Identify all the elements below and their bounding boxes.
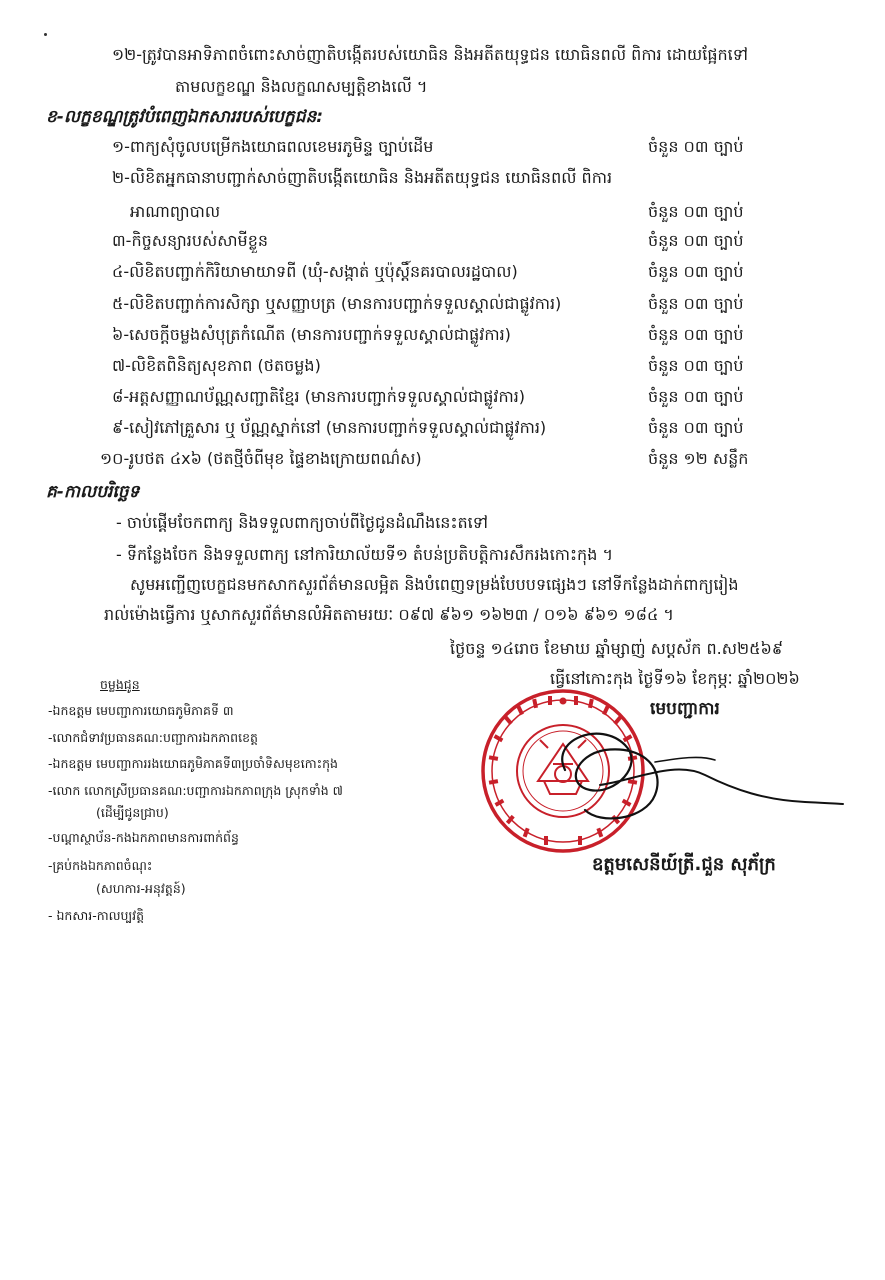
- distribution-heading: ចម្លងជូន: [100, 677, 140, 692]
- contact-paragraph-2: រាល់ម៉ោងធ្វើការ ឬសាកសួរព័ត៌មានលំអិតតាមរយៈ ០៩៧ ៩៦១ ១៦២៣ / ០១៦ ៩៦១ ១៨៤ ។: [104, 605, 674, 624]
- contact-paragraph-1: សូមអញ្ជើញបេក្ខជនមកសាកសួរព័ត៌មានលម្អិត និងបំពេញទម្រង់បែបបទផ្សេងៗ នៅទីកន្លែងដាក់ពាក្យរៀង: [130, 575, 739, 594]
- doc-item-qty: ចំនួន ០៣ ច្បាប់: [648, 262, 744, 281]
- doc-item-qty: ចំនួន ០៣ ច្បាប់: [648, 325, 744, 344]
- doc-item-qty: ចំនួន ០៣ ច្បាប់: [648, 231, 744, 250]
- doc-item-qty: ចំនួន ០៣ ច្បាប់: [648, 356, 744, 375]
- distribution-item: -ឯកឧត្តម មេបញ្ជាការយោធភូមិភាគទី ៣: [48, 703, 234, 718]
- solar-date: ធ្វើនៅកោះកុង ថ្ងៃទី១៦ ខែកុម្ភៈ ឆ្នាំ២០២៦: [550, 669, 800, 688]
- doc-item-qty: ចំនួន ០៣ ច្បាប់: [648, 137, 744, 156]
- doc-item-text: ៤-លិខិតបញ្ជាក់កិរិយាមាយាទពី (ឃុំ-សង្កាត់ ឬប៉ុស្តិ៍នគរបាលរដ្ឋបាល): [112, 262, 518, 281]
- intro-line-1: ១២-ត្រូវបានអាទិភាពចំពោះសាច់ញាតិបង្កើតរបស់យោធិន និងអតីតយុទ្ធជន យោធិនពលី ពិការ ដោយផ្អែកទៅ: [112, 45, 748, 64]
- distribution-item: -បណ្តាស្ថាប័ន-កងឯកភាពមានការពាក់ព័ន្ធ: [48, 830, 239, 845]
- distribution-item: - ឯកសារ-កាលប្បវត្តិ: [48, 908, 145, 923]
- section-c-heading: គ-កាលបរិច្ឆេទ: [46, 482, 140, 502]
- scan-speck: [44, 33, 47, 36]
- doc-item-text: ៣-កិច្ចសន្យារបស់សាមីខ្លួន: [112, 231, 269, 250]
- doc-item-text: ៨-អត្តសញ្ញាណប័ណ្ណសញ្ជាតិខ្មែរ (មានការបញ្ជាក់ទទួលស្គាល់ជាផ្លូវការ): [112, 387, 526, 406]
- doc-item-qty: ចំនួន ០៣ ច្បាប់: [648, 202, 744, 221]
- commander-title: មេបញ្ជាការ: [650, 699, 720, 719]
- intro-line-2: តាមលក្ខខណ្ឌ និងលក្ខណសម្បត្តិខាងលើ ។: [175, 77, 428, 96]
- doc-item-text: ១-ពាក្យសុំចូលបម្រើកងយោធពលខេមរភូមិន្ទ ច្បាប់ដើម: [112, 137, 434, 156]
- doc-item-text: ៧-លិខិតពិនិត្យសុខភាព (ថតចម្លង): [112, 356, 321, 375]
- doc-item-qty: ចំនួន ០៣ ច្បាប់: [648, 387, 744, 406]
- schedule-bullet-1: - ចាប់ផ្តើមចែកពាក្យ និងទទួលពាក្យចាប់ពីថ្ងៃជូនដំណឹងនេះតទៅ: [116, 513, 488, 532]
- doc-item-qty: ចំនួន ១២ សន្លឹក: [648, 449, 749, 468]
- doc-item-text: ២-លិខិតអ្នកធានាបញ្ជាក់សាច់ញាតិបង្កើតយោធិន និងអតីតយុទ្ធជន យោធិនពលី ពិការ: [112, 168, 613, 187]
- doc-item-text: ១០-រូបថត ៤x៦ (ថតថ្មីចំពីមុខ ផ្ទៃខាងក្រោយពណ៌ស): [100, 449, 422, 468]
- distribution-item: (សហការ-អនុវត្តន៍): [96, 881, 186, 896]
- distribution-item: -លោកជំទាវប្រធានគណ:បញ្ជាការឯកភាពខេត្ត: [48, 730, 258, 745]
- schedule-bullet-2: - ទីកន្លែងចែក និងទទួលពាក្យ នៅការិយាល័យទី១ តំបន់ប្រតិបត្តិការសឹករងកោះកុង ។: [116, 545, 613, 564]
- doc-item-text: ៩-សៀវភៅគ្រួសារ ឬ ប័ណ្ណស្នាក់នៅ (មានការបញ្ជាក់ទទួលស្គាល់ជាផ្លូវការ): [112, 418, 547, 437]
- doc-item-qty: ចំនួន ០៣ ច្បាប់: [648, 294, 744, 313]
- signer-name: ឧត្តមសេនីយ៍ត្រី.ជួន សុភ័ក្រ: [592, 854, 776, 875]
- doc-item-text: ៥-លិខិតបញ្ជាក់ការសិក្សា ឬសញ្ញាបត្រ (មានការបញ្ជាក់ទទួលស្គាល់ជាផ្លូវការ): [112, 294, 562, 313]
- handwritten-signature: [505, 700, 845, 850]
- section-b-heading: ខ-លក្ខខណ្ឌត្រូវបំពេញឯកសាររបស់បេក្ខជន:: [46, 107, 324, 127]
- distribution-item: -គ្រប់កងឯកភាពចំណុះ: [48, 858, 153, 873]
- doc-item-text: អាណាព្យាបាល: [130, 202, 221, 221]
- doc-item-qty: ចំនួន ០៣ ច្បាប់: [648, 418, 744, 437]
- distribution-item: -លោក លោកស្រីប្រធានគណ:បញ្ជាការឯកភាពក្រុង ស្រុកទាំង ៧: [48, 783, 343, 798]
- distribution-item: -ឯកឧត្តម មេបញ្ជាការរងយោធភូមិភាគទី៣ប្រចាំទិសមុខកោះកុង: [48, 756, 338, 771]
- lunar-date: ថ្ងៃចន្ទ ១៤រោច ខែមាឃ ឆ្នាំម្សាញ់ សប្តស័ក ព.ស២៥៦៩: [450, 639, 784, 658]
- doc-item-text: ៦-សេចក្តីចម្លងសំបុត្រកំណើត (មានការបញ្ជាក់ទទួលស្គាល់ជាផ្លូវការ): [112, 325, 511, 344]
- distribution-item: (ដើម្បីជូនជ្រាប): [96, 805, 169, 820]
